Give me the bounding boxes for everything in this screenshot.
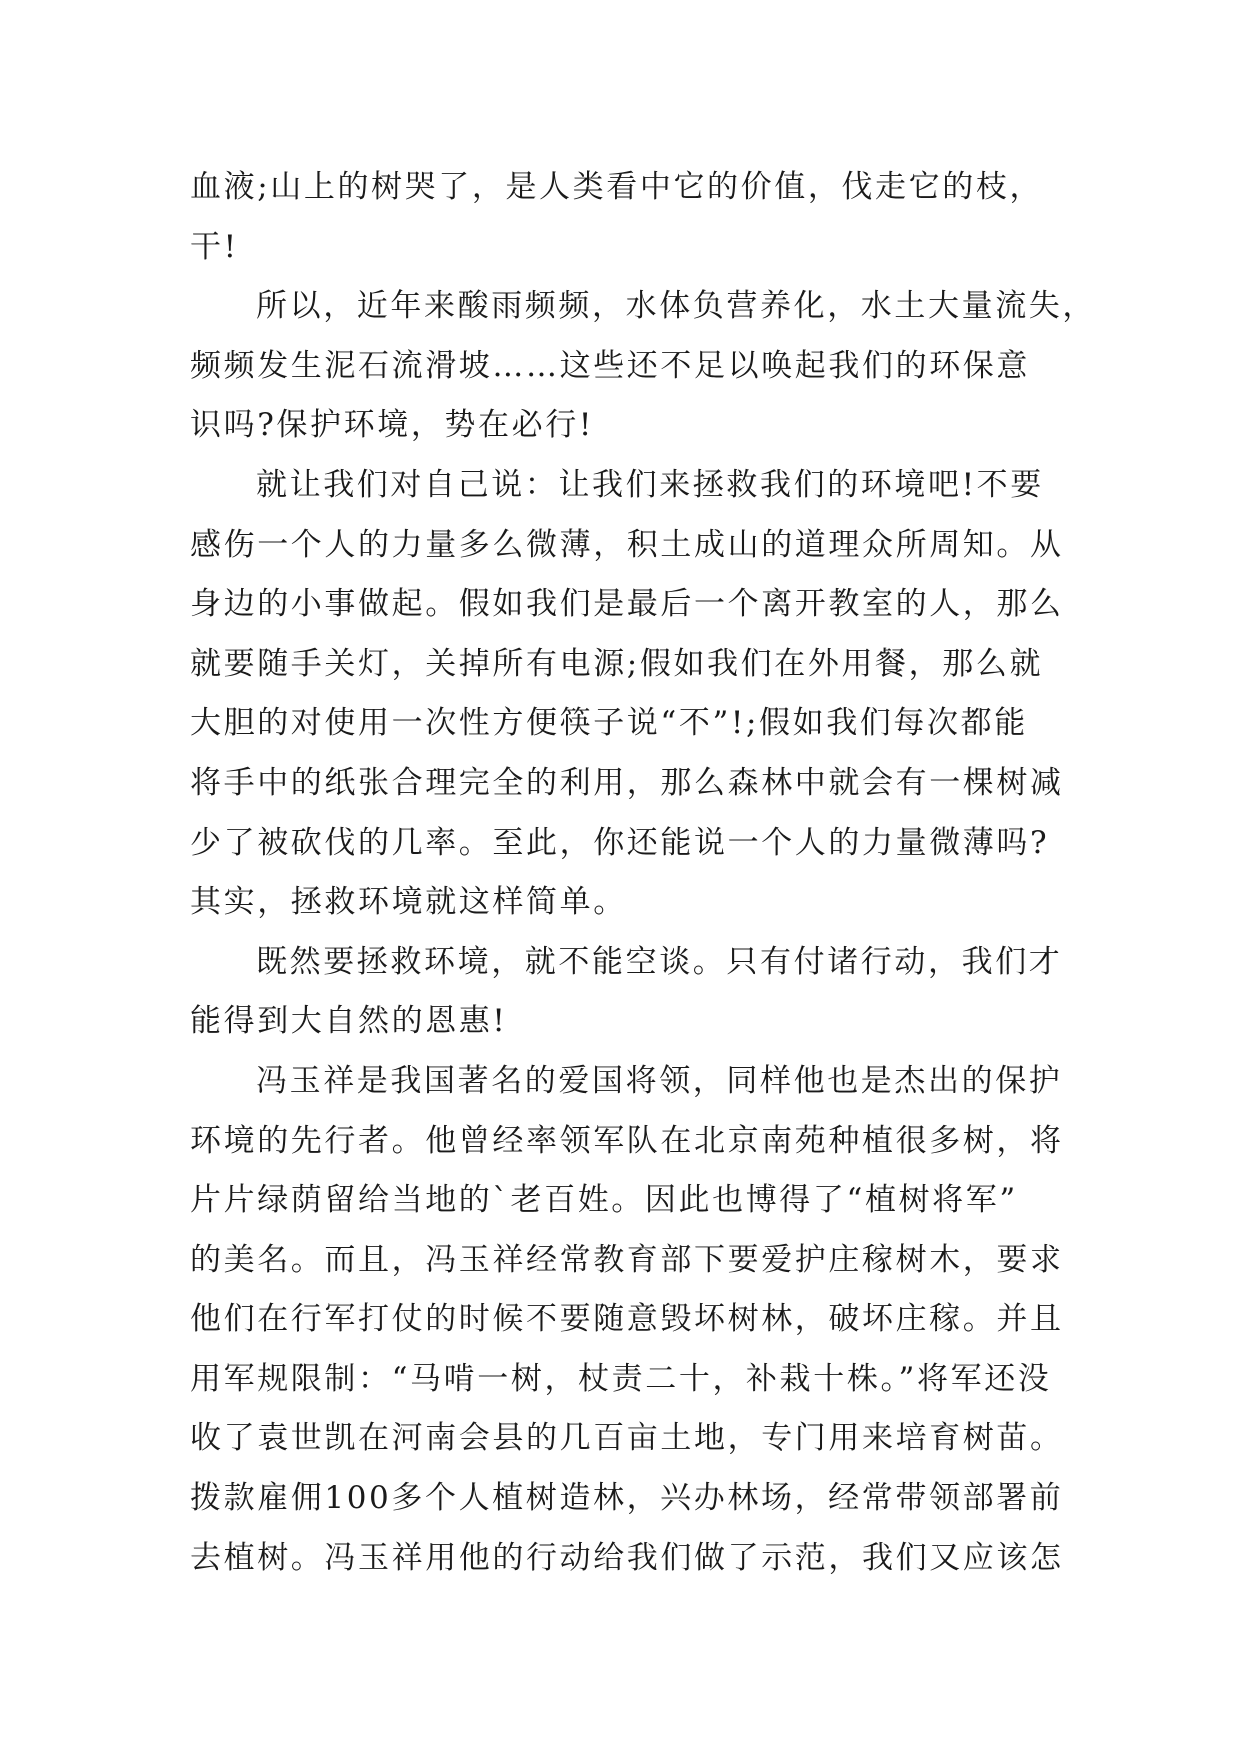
paragraph-start-line: 冯玉祥是我国著名的爱国将领，同样他也是杰出的保护 xyxy=(256,1062,1063,1099)
text-line: 拨款雇佣100多个人植树造林，兴办林场，经常带领部署前 xyxy=(190,1480,1064,1517)
text-line: 将手中的纸张合理完全的利用，那么森林中就会有一棵树减 xyxy=(190,764,1064,801)
text-line: 收了袁世凯在河南会县的几百亩土地，专门用来培育树苗。 xyxy=(190,1420,1064,1457)
document-body xyxy=(190,158,1096,1588)
text-line: 大胆的对使用一次性方便筷子说“不”!;假如我们每次都能 xyxy=(190,705,1028,742)
text-line: 身边的小事做起。假如我们是最后一个离开教室的人，那么 xyxy=(190,586,1064,623)
text-line: 的美名。而且，冯玉祥经常教育部下要爱护庄稼树木，要求 xyxy=(190,1241,1064,1278)
text-line: 少了被砍伐的几率。至此，你还能说一个人的力量微薄吗? xyxy=(190,824,1050,861)
text-line: 频频发生泥石流滑坡……这些还不足以唤起我们的环保意 xyxy=(190,347,1030,384)
text-line: 能得到大自然的恩惠! xyxy=(190,1003,508,1040)
text-line: 其实，拯救环境就这样简单。 xyxy=(190,884,627,921)
text-line: 他们在行军打仗的时候不要随意毁坏树林，破坏庄稼。并且 xyxy=(190,1301,1064,1338)
text-line: 去植树。冯玉祥用他的行动给我们做了示范，我们又应该怎 xyxy=(190,1539,1064,1576)
text-line: 感伤一个人的力量多么微薄，积土成山的道理众所周知。从 xyxy=(190,526,1064,563)
text-line: 识吗?保护环境，势在必行! xyxy=(190,407,594,444)
paragraph-start-line: 既然要拯救环境，就不能空谈。只有付诸行动，我们才 xyxy=(256,943,1063,980)
paragraph-start-line: 就让我们对自己说：让我们来拯救我们的环境吧!不要 xyxy=(256,466,1044,503)
text-line: 用军规限制：“马啃一树，杖责二十，补栽十株。”将军还没 xyxy=(190,1360,1052,1397)
text-line: 干! xyxy=(190,228,239,265)
text-line: 就要随手关灯，关掉所有电源;假如我们在外用餐，那么就 xyxy=(190,645,1044,682)
text-line: 血液;山上的树哭了，是人类看中它的价值，伐走它的枝， xyxy=(190,169,1044,205)
paragraph-start-line: 所以，近年来酸雨频频，水体负营养化，水土大量流失， xyxy=(256,288,1096,325)
text-line: 环境的先行者。他曾经率领军队在北京南苑种植很多树，将 xyxy=(190,1122,1064,1159)
text-line: 片片绿荫留给当地的`老百姓。因此也博得了“植树将军” xyxy=(190,1182,1018,1219)
